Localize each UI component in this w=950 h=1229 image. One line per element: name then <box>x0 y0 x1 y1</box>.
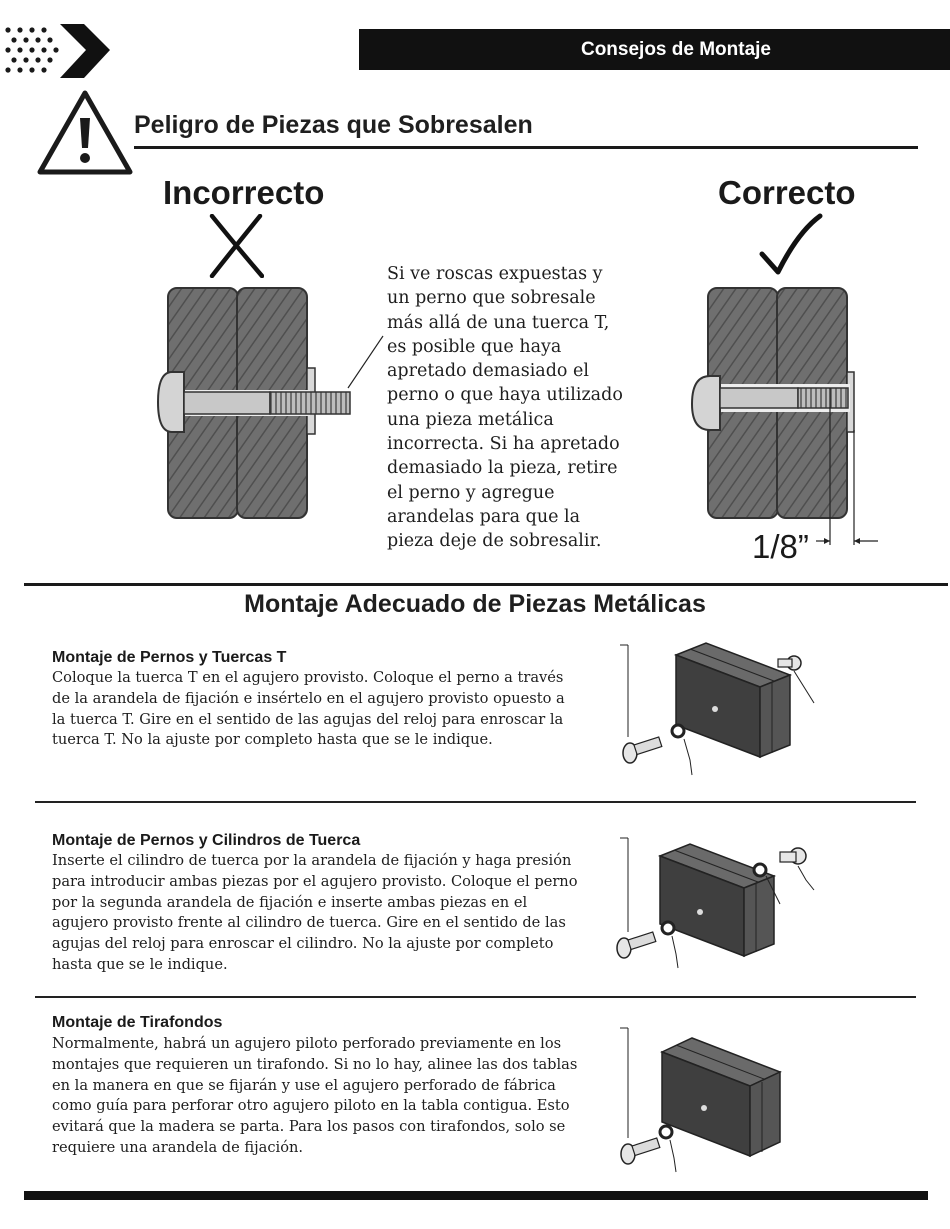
lag-screw-title: Montaje de Tirafondos <box>52 1014 223 1031</box>
incorrect-bolt-illustration <box>150 280 385 525</box>
header-title: Consejos de Montaje <box>580 39 771 60</box>
bolt-tnut-title: Montaje de Pernos y Tuercas T <box>52 649 287 666</box>
assembly-section-title: Montaje Adecuado de Piezas Metálicas <box>244 590 706 618</box>
warning-triangle-icon <box>36 88 134 176</box>
bolt-barrel-nut-title: Montaje de Pernos y Cilindros de Tuerca <box>52 832 361 849</box>
footer-bar <box>24 1191 928 1200</box>
warning-title: Peligro de Piezas que Sobresalen <box>134 111 533 139</box>
bolt-barrel-nut-illustration <box>600 828 820 970</box>
brand-arrow-logo <box>0 22 112 80</box>
correct-bolt-illustration <box>680 280 880 545</box>
lag-screw-illustration <box>600 1024 800 1174</box>
measurement-label: 1/8” <box>752 528 809 565</box>
correct-label: Correcto <box>718 174 856 211</box>
bolt-tnut-body: Coloque la tuerca T en el agujero provisto. Coloque el perno a través de la arandela de fijación e insértelo en el agujero provisto opuesto a la tuerca T. Gire en el sentido de las agujas del reloj para enroscar la tuerca T. No la ajuste por completo hasta que se le indique. <box>52 669 565 749</box>
section-divider <box>35 996 916 998</box>
warning-divider <box>134 146 918 149</box>
warning-callout-text: Si ve roscas expuestas y un perno que sobresale más allá de una tuerca T, es posible que haya apretado demasiado el perno o que haya utilizado una pieza metálica incorrecta. Si ha apretado demasiado la pieza, retire el perno y agregue arandelas para que la pieza deje de sobresalir. <box>387 264 623 552</box>
section-divider <box>35 801 916 803</box>
bolt-barrel-nut-body: Inserte el cilindro de tuerca por la arandela de fijación y haga presión para introducir ambas piezas por el agujero provisto. Coloque el perno por la segunda arandela de fijación e inserte ambas piezas en el agujero provisto frente al cilindro de tuerca. Gire en el sentido de las agujas del reloj para enroscar el cilindro. No la ajuste por completo hasta que se le indique. <box>52 852 578 973</box>
bolt-tnut-illustration <box>600 635 820 780</box>
x-mark-icon <box>208 214 264 278</box>
lag-screw-body: Normalmente, habrá un agujero piloto perforado previamente en los montajes que requieren un tirafondo. Si no lo hay, alinee las dos tablas en la manera en que se fijarán y use el agujero perforado de fábrica como guía para perforar otro agujero piloto en la tabla contigua. Esto evitará que la madera se parta. Para los pasos con tirafondos, solo se requiere una arandela de fijación. <box>52 1035 578 1156</box>
incorrect-label: Incorrecto <box>163 174 325 211</box>
check-mark-icon <box>758 212 824 278</box>
section-divider <box>24 583 948 586</box>
